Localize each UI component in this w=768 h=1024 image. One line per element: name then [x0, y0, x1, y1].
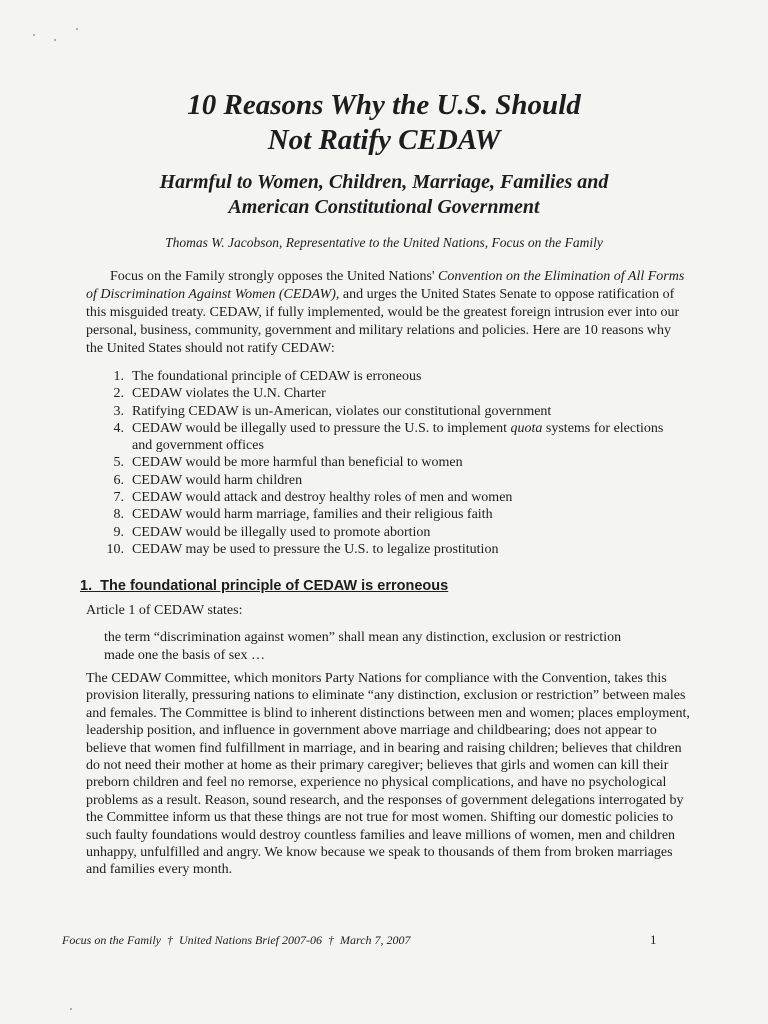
- page-number: 1: [650, 932, 657, 947]
- scan-speck: [54, 39, 56, 41]
- list-number: 1.: [113, 369, 124, 384]
- title-line-2: Not Ratify CEDAW: [267, 124, 501, 156]
- list-item: [104, 489, 684, 506]
- list-number: 6.: [113, 472, 124, 488]
- list-text: CEDAW violates the U.N. Charter: [132, 386, 326, 402]
- list-number: 8.: [113, 507, 124, 523]
- author-line: Thomas W. Jacobson, Representative to the United Nations, Focus on the Family: [165, 235, 603, 250]
- list-text: The foundational principle of CEDAW is erroneous: [132, 369, 422, 384]
- list-text-part: systems for elections and government offices: [132, 420, 664, 454]
- list-item: [104, 454, 684, 471]
- list-text: CEDAW would attack and destroy healthy roles of men and women: [132, 490, 513, 506]
- scan-speck: [76, 28, 78, 30]
- list-item: [104, 403, 684, 420]
- intro-text-1: Focus on the Family strongly opposes the United Nations': [110, 269, 439, 284]
- footer-date: March 7, 2007: [339, 933, 411, 947]
- list-number: 2.: [113, 386, 124, 402]
- intro-paragraph: [86, 268, 686, 358]
- reasons-list: [104, 368, 684, 558]
- section-title: The foundational principle of CEDAW is erroneous: [100, 578, 449, 594]
- list-text: CEDAW may be used to pressure the U.S. to legalize prostitution: [132, 541, 499, 557]
- list-text: CEDAW would harm marriage, families and their religious faith: [132, 507, 493, 523]
- list-item: [104, 385, 684, 402]
- list-number: 4.: [113, 420, 124, 436]
- list-item: [104, 420, 684, 455]
- footer-separator: †: [327, 933, 334, 947]
- footer-separator: †: [166, 933, 173, 947]
- list-item: [104, 524, 684, 541]
- document-subtitle: [0, 170, 768, 220]
- list-text: CEDAW would harm children: [132, 472, 303, 488]
- list-item: [104, 472, 684, 489]
- list-text: CEDAW would be illegally used to promote abortion: [132, 524, 431, 540]
- convention-name: Convention on the Elimination of All Forms of Discrimination Against Women (CEDAW),: [86, 269, 685, 302]
- section-number: 1.: [80, 578, 93, 594]
- section-1-heading: [80, 578, 448, 594]
- subtitle-line-2: American Constitutional Government: [228, 196, 540, 218]
- scan-speck: [70, 1008, 72, 1010]
- list-number: 3.: [113, 403, 124, 419]
- list-text: CEDAW would be more harmful than beneficial to women: [132, 455, 463, 471]
- list-item: [104, 541, 684, 558]
- footer-org: Focus on the Family: [62, 933, 161, 947]
- section-1-paragraph: The CEDAW Committee, which monitors Party Nations for compliance with the Convention, takes this provision literally, pressuring nations to eliminate “any distinction, exclusion or restriction” between males and females. The Committee is blind to inherent distinctions between men and women; places employment, leadership position, and influence in government above marriage and childbearing; does not appear to believe that women find fulfillment in marriage, and in bearing and raising children; believes that children do not need their mother at home as their primary caregiver; believes that girls and women can kill their preborn children and feel no remorse, experience no physical complications, and have no psychological problems as a result. Reason, sound research, and the responses of government delegations interrogated by the Committee inform us that these things are not true for most women. Shifting our domestic policies to such faulty foundations would destroy countless families and leave millions of women, men and children unhappy, unfulfilled and angry. We know because we speak to thousands of them from broken marriages and families every month.: [86, 671, 690, 878]
- list-number: 5.: [113, 455, 124, 471]
- list-text: [128, 420, 684, 455]
- intro-text-2: and urges the United States Senate to oppose ratification of this misguided treaty. CEDAW, if fully implemented, would be the greatest foreign intrusion ever into our personal, business, community, government and military relations and policies. Here are 10 reasons why the United States should not ratify CEDAW:: [86, 287, 680, 356]
- list-number: 7.: [113, 490, 124, 506]
- page-footer: [62, 933, 411, 948]
- document-title: [0, 88, 768, 158]
- list-item: [104, 506, 684, 523]
- list-text: Ratifying CEDAW is un-American, violates our constitutional government: [132, 403, 552, 419]
- article-intro: Article 1 of CEDAW states:: [86, 603, 243, 618]
- footer-brief: United Nations Brief 2007-06: [178, 933, 322, 947]
- quota-emphasis: quota: [510, 420, 543, 436]
- list-number: 9.: [113, 524, 124, 540]
- list-item: [104, 368, 684, 385]
- article-quote: the term “discrimination against women” shall mean any distinction, exclusion or restriction made one the basis of sex …: [104, 630, 622, 663]
- subtitle-line-1: Harmful to Women, Children, Marriage, Families and: [159, 171, 609, 193]
- list-number: 10.: [106, 541, 124, 557]
- title-line-1: 10 Reasons Why the U.S. Should: [187, 89, 581, 121]
- scan-speck: [33, 34, 35, 36]
- list-text-part: CEDAW would be illegally used to pressure the U.S. to implement: [132, 420, 511, 436]
